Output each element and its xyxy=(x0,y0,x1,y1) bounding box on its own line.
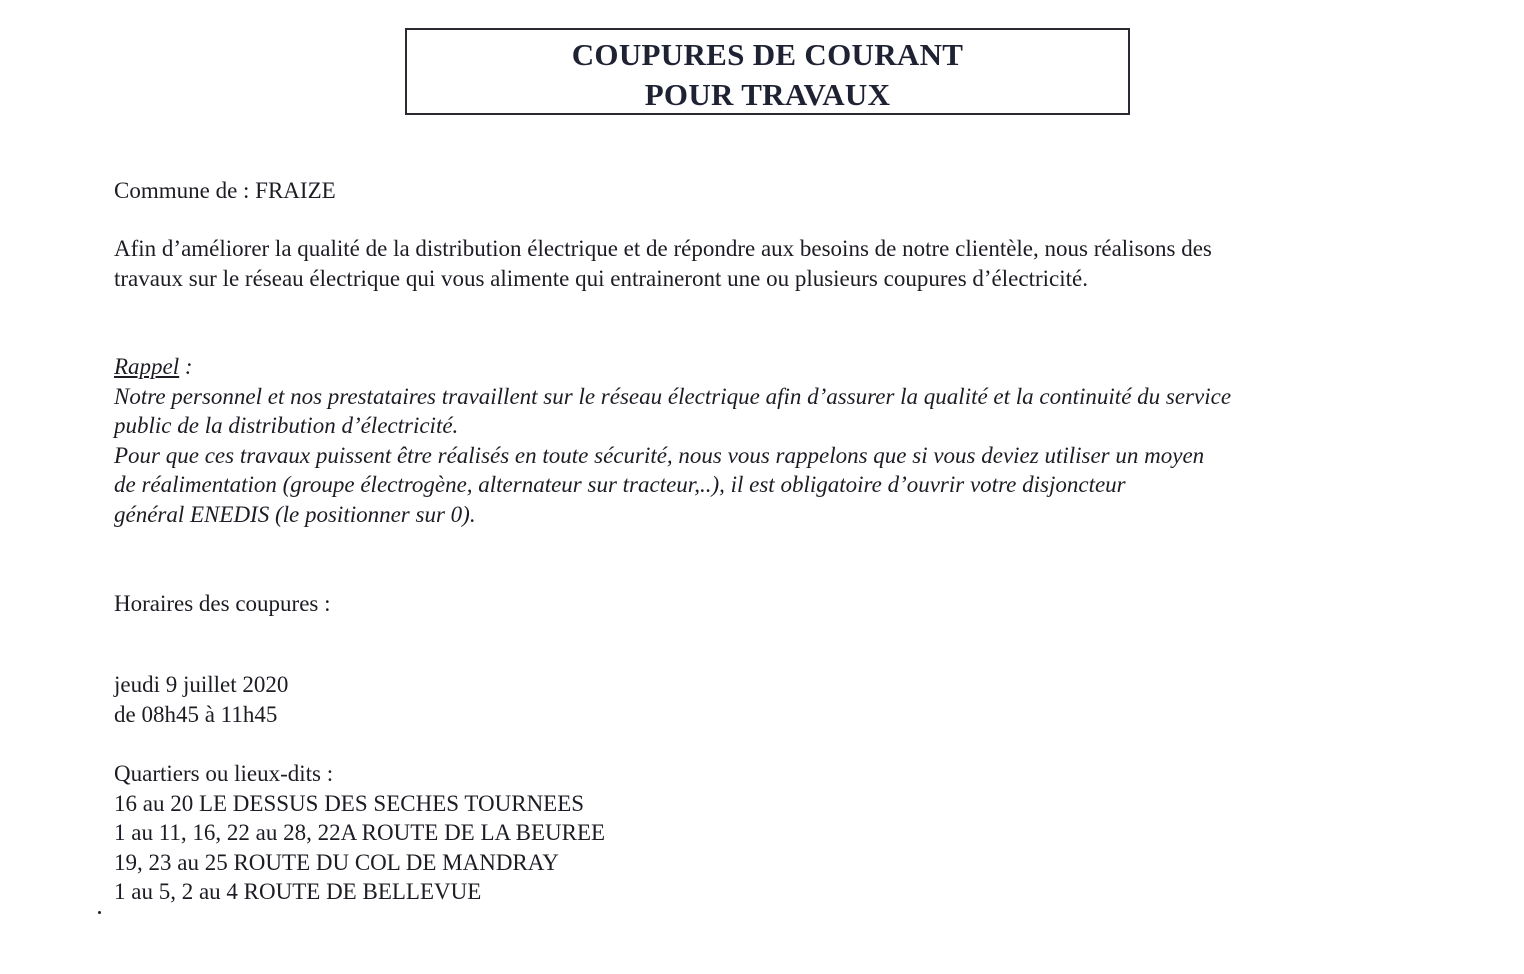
horaires-label: Horaires des coupures : xyxy=(114,591,331,616)
rappel-line-1: Notre personnel et nos prestataires travaillent sur le réseau électrique afin d’assurer la qualité et la continuité du service xyxy=(114,383,1232,409)
schedule-time: de 08h45 à 11h45 xyxy=(114,701,278,727)
rappel-heading-suffix: : xyxy=(179,354,193,379)
list-item: 16 au 20 LE DESSUS DES SECHES TOURNEES xyxy=(114,790,585,816)
rappel-heading: Rappel xyxy=(114,354,180,379)
commune-text: Commune de : FRAIZE xyxy=(114,178,336,203)
rappel-section xyxy=(114,352,1231,529)
title-line-2: POUR TRAVAUX xyxy=(644,77,891,112)
intro-paragraph xyxy=(114,234,1212,293)
quartiers-section xyxy=(114,759,605,907)
title-line-1: COUPURES DE COURANT xyxy=(571,37,964,72)
quartiers-label: Quartiers ou lieux-dits : xyxy=(114,761,334,786)
intro-line-2: travaux sur le réseau électrique qui vous alimente qui entraineront une ou plusieurs coupures d’électricité. xyxy=(114,265,1088,291)
intro-line-1: Afin d’améliorer la qualité de la distribution électrique et de répondre aux besoins de notre clientèle, nous réalisons des xyxy=(114,236,1212,261)
list-item: 19, 23 au 25 ROUTE DU COL DE MANDRAY xyxy=(114,849,559,875)
schedule-section xyxy=(114,670,288,729)
list-item: 1 au 11, 16, 22 au 28, 22A ROUTE DE LA BEUREE xyxy=(114,820,606,845)
schedule-date: jeudi 9 juillet 2020 xyxy=(114,672,289,697)
rappel-line-2: public de la distribution d’électricité. xyxy=(114,413,459,438)
scan-speck xyxy=(98,911,101,914)
rappel-line-5: général ENEDIS (le positionner sur 0). xyxy=(114,501,476,527)
rappel-line-4: de réalimentation (groupe électrogène, alternateur sur tracteur,..), il est obligatoire d’ouvrir votre disjoncteur xyxy=(114,472,1126,497)
horaires-section xyxy=(114,589,331,619)
rappel-line-3: Pour que ces travaux puissent être réalisés en toute sécurité, nous vous rappelons que si vous deviez utiliser un moyen xyxy=(114,442,1205,468)
rappel-heading-line xyxy=(114,352,1231,382)
commune-section xyxy=(114,176,336,206)
list-item: 1 au 5, 2 au 4 ROUTE DE BELLEVUE xyxy=(114,879,482,904)
title-box xyxy=(405,28,1130,115)
